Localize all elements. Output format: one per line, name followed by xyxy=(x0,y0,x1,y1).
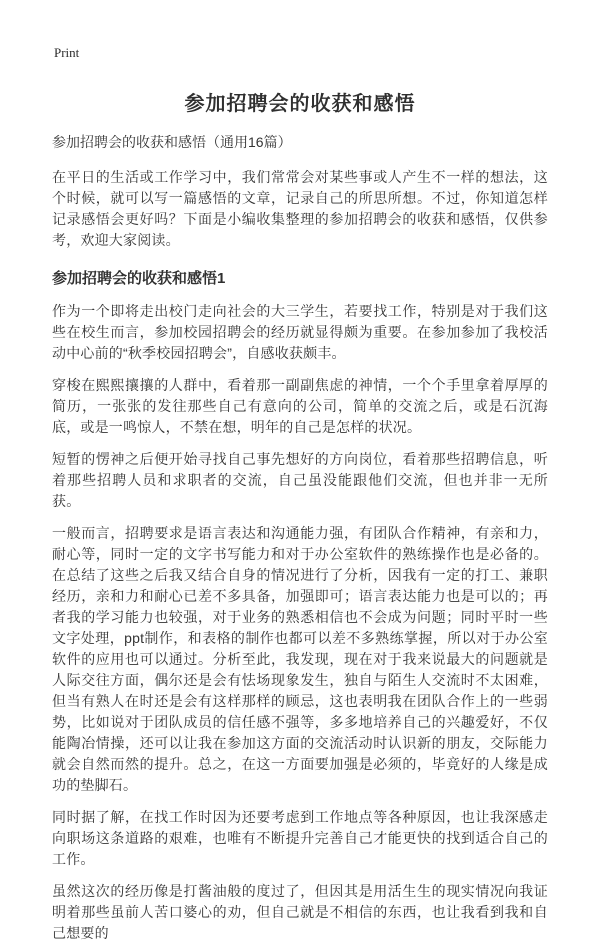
body-paragraph: 穿梭在熙熙攘攘的人群中，看着那一副副焦虑的神情，一个个手里拿着厚厚的简历，一张张的发往那些自己有意向的公司，简单的交流之后，或是石沉海底，或是一鸣惊人，不禁在想，明年的自己是怎样的状况。 xyxy=(52,377,548,435)
page-title: 参加招聘会的收获和感悟 xyxy=(184,93,416,115)
section-heading: 参加招聘会的收获和感悟1 xyxy=(52,270,226,287)
intro-paragraph: 在平日的生活或工作学习中，我们常常会对某些事或人产生不一样的想法，这个时候，就可以写一篇感悟的文章，记录自己的所思所想。不过，你知道怎样记录感悟会更好吗？下面是小编收集整理的参加招聘会的收获和感悟，仅供参考，欢迎大家阅读。 xyxy=(52,169,548,248)
body-paragraph: 作为一个即将走出校门走向社会的大三学生，若要找工作，特别是对于我们这些在校生而言，参加校园招聘会的经历就显得颇为重要。在参加参加了我校活动中心前的“秋季校园招聘会”，自感收获颇丰。 xyxy=(52,303,548,361)
print-link[interactable]: Print xyxy=(54,45,80,60)
body-paragraph: 短暂的愣神之后便开始寻找自己事先想好的方向岗位，看着那些招聘信息，听着那些招聘人员和求职者的交流，自己虽没能跟他们交流，但也并非一无所获。 xyxy=(52,451,548,509)
doc-subtitle: 参加招聘会的收获和感悟（通用16篇） xyxy=(52,134,292,150)
body-paragraph: 虽然这次的经历像是打酱油般的度过了，但因其是用活生生的现实情况向我证明着那些虽前人苦口婆心的劝，但自己就是不相信的东西，也让我看到我和自己想要的 xyxy=(52,883,548,941)
body-paragraph: 同时据了解，在找工作时因为还要考虑到工作地点等各种原因，也让我深感走向职场这条道路的艰难，也唯有不断提升完善自己才能更快的找到适合自己的工作。 xyxy=(52,809,548,867)
body-paragraph: 一般而言，招聘要求是语言表达和沟通能力强，有团队合作精神，有亲和力，耐心等，同时一定的文字书写能力和对于办公室软件的熟练操作也是必备的。在总结了这些之后我又结合自身的情况进行了分析，因我有一定的打工、兼职经历，亲和力和耐心已差不多具备，加强即可；语言表达能力也是可以的；再者我的学习能力也较强，对于业务的熟悉相信也不会成为问题；同时平时一些文字处理，ppt制作，和表格的制作也都可以差不多熟练掌握，所以对于办公室软件的应用也可以通过。分析至此，我发现，现在对于我来说最大的问题就是人际交往方面，偶尔还是会有怯场现象发生，独自与陌生人交流时不太困难，但当有熟人在时还是会有这样那样的顾忌，这也表明我在团队合作上的一些弱势，比如说对于团队成员的信任感不强等，多多地培养自己的兴趣爱好，不仅能陶冶情操，还可以让我在参加这方面的交流活动时认识新的朋友，交际能力就会自然而然的提升。总之，在这一方面要加强是必须的，毕竟好的人缘是成功的垫脚石。 xyxy=(52,525,548,793)
